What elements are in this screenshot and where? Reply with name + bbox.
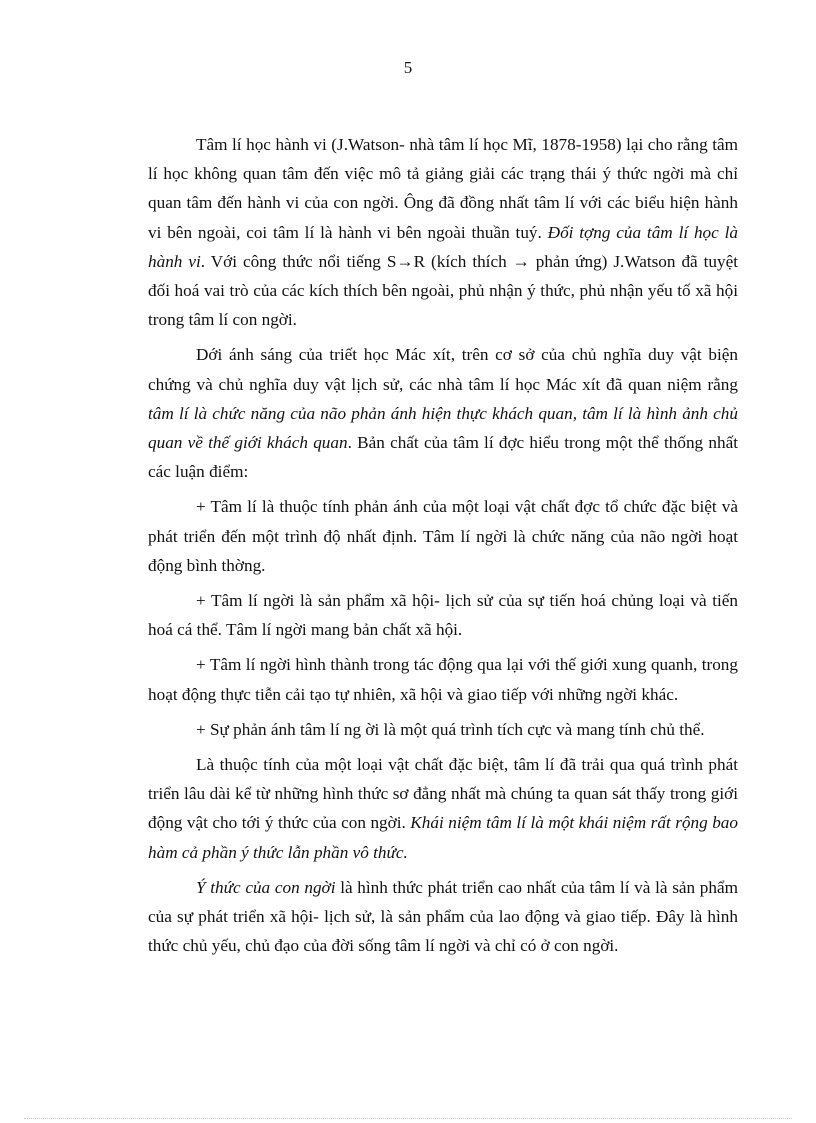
italic-text: Đối tợng của tâm lí học là hành vi [148, 222, 738, 271]
text-run: Là thuộc tính của một loại vật chất đặc biệt, tâm lí đã trải qua quá trình phát triển lâu dài kể từ những hình thức sơ đẳng nhất mà chúng ta quan sát thấy trong giới động vật cho tới ý thức của con ngời. [148, 755, 738, 833]
paragraph [148, 492, 738, 580]
paragraph [148, 340, 738, 486]
page-bottom-divider [24, 1118, 792, 1119]
paragraph [148, 130, 738, 334]
text-run: + Tâm lí là thuộc tính phản ánh của một loại vật chất đợc tổ chức đặc biệt và phát triển đến một trình độ nhất định. Tâm lí ngời là chức năng của não ngời hoạt động bình thờng. [148, 497, 738, 575]
document-body [148, 130, 738, 966]
text-run: . Với công thức nổi tiếng S→R (kích thích → phản ứng) J.Watson đã tuyệt đối hoá vai trò của các kích thích bên ngoài, phủ nhận ý thức, phủ nhận yếu tố xã hội trong tâm lí con ngời. [148, 251, 738, 330]
paragraph [148, 715, 738, 744]
paragraph [148, 586, 738, 644]
paragraph [148, 873, 738, 961]
text-run: Dới ánh sáng của triết học Mác xít, trên cơ sở của chủ nghĩa duy vật biện chứng và chủ nghĩa duy vật lịch sử, các nhà tâm lí học Mác xít đã quan niệm rằng [148, 345, 738, 394]
page-number: 5 [403, 58, 413, 77]
italic-text: tâm lí là chức năng của não phản ánh hiện thực khách quan, tâm lí là hình ảnh chủ quan về thế giới khách quan [148, 403, 738, 453]
text-run: + Sự phản ánh tâm lí ng ời là một quá trình tích cực và mang tính chủ thể. [196, 719, 705, 739]
text-run: + Tâm lí ngời hình thành trong tác động qua lại với thế giới xung quanh, trong hoạt động thực tiễn cải tạo tự nhiên, xã hội và giao tiếp với những ngời khác. [148, 655, 738, 704]
text-run: Tâm lí học hành vi (J.Watson- nhà tâm lí học Mĩ, 1878-1958) lại cho rằng tâm lí học không quan tâm đến việc mô tả giảng giải các trạng thái ý thức ngời mà chỉ quan tâm đến hành vi của con ngời. Ông đã đồng nhất tâm lí với các biểu hiện hành vi bên ngoài, coi tâm lí là hành vi bên ngoài thuần tuý. [148, 135, 738, 242]
text-run: là hình thức phát triển cao nhất của tâm lí và là sản phẩm của sự phát triển xã hội- lịch sử, là sản phẩm của lao động và giao tiếp. Đây là hình thức chủ yếu, chủ đạo của đời sống tâm lí ngời và chỉ có ở con ngời. [148, 877, 738, 956]
italic-text: Khái niệm tâm lí là một khái niệm rất rộng bao hàm cả phần ý thức lẫn phần vô thức. [148, 813, 738, 862]
text-run: + Tâm lí ngời là sản phẩm xã hội- lịch sử của sự tiến hoá chủng loại và tiến hoá cá thể. Tâm lí ngời mang bản chất xã hội. [148, 591, 738, 640]
text-run: . Bản chất của tâm lí đợc hiểu trong một thể thống nhất các luận điểm: [148, 433, 738, 482]
italic-text: Ý thức của con ngời [196, 877, 336, 897]
paragraph [148, 750, 738, 867]
paragraph [148, 650, 738, 708]
